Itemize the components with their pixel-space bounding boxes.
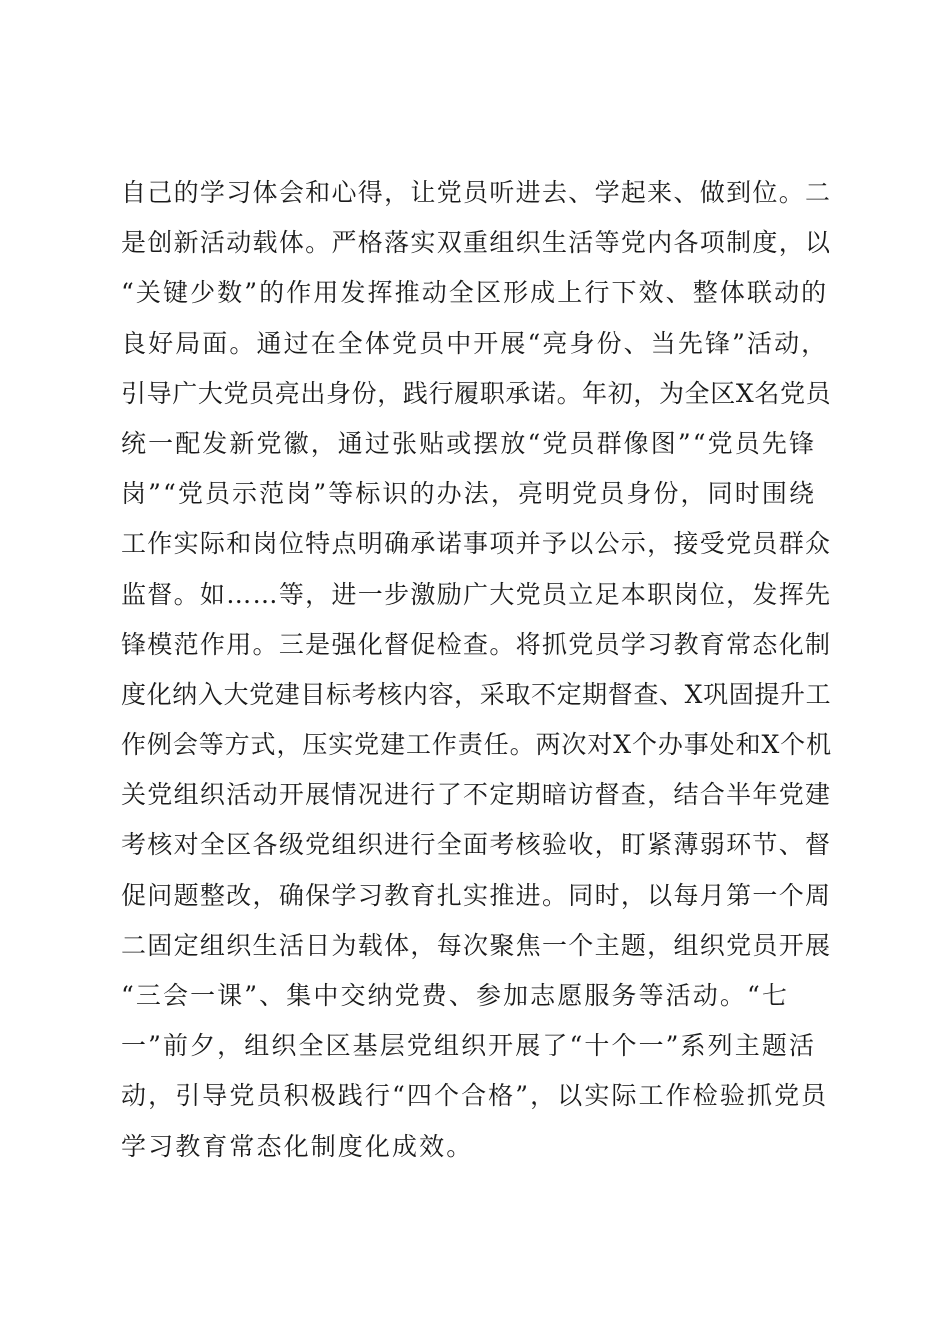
paragraph-line: 统一配发新党徽，通过张贴或摆放“党员群像图”“党员先锋 [121,428,817,458]
paragraph-line: “关键少数”的作用发挥推动全区形成上行下效、整体联动的 [121,278,829,308]
paragraph-line: 引导广大党员亮出身份，践行履职承诺。年初，为全区X名党员 [121,378,832,408]
paragraph-line: 监督。如……等，进一步激励广大党员立足本职岗位，发挥先 [121,579,832,609]
paragraph-line: 是创新活动载体。严格落实双重组织生活等党内各项制度，以 [121,228,832,258]
body-paragraph [121,168,833,1172]
paragraph-line: 工作实际和岗位特点明确承诺事项并予以公示，接受党员群众 [121,529,832,559]
paragraph-line: “三会一课”、集中交纳党费、参加志愿服务等活动。“七 [121,981,789,1010]
paragraph-line: 锋模范作用。三是强化督促检查。将抓党员学习教育常态化制 [121,629,832,659]
paragraph-line: 度化纳入大党建目标考核内容，采取不定期督查、X巩固提升工 [121,679,832,709]
paragraph-line: 作例会等方式，压实党建工作责任。两次对X个办事处和X个机 [121,730,832,760]
paragraph-line: 自己的学习体会和心得，让党员听进去、学起来、做到位。二 [121,178,832,207]
paragraph-line: 学习教育常态化制度化成效。 [121,1131,474,1161]
paragraph-line: 良好局面。通过在全体党员中开展“亮身份、当先锋”活动， [121,328,829,358]
paragraph-line: 关党组织活动开展情况进行了不定期暗访督查，结合半年党建 [121,780,832,810]
paragraph-line: 二固定组织生活日为载体，每次聚焦一个主题，组织党员开展 [121,930,832,960]
paragraph-line: 促问题整改，确保学习教育扎实推进。同时，以每月第一个周 [121,880,832,910]
paragraph-line: 一”前夕，组织全区基层党组织开展了“十个一”系列主题活 [121,1031,817,1061]
paragraph-line: 动，引导党员积极践行“四个合格”，以实际工作检验抓党员 [121,1081,829,1111]
paragraph-line: 岗”“党员示范岗”等标识的办法，亮明党员身份，同时围绕 [121,479,817,509]
paragraph-line: 考核对全区各级党组织进行全面考核验收，盯紧薄弱环节、督 [121,830,832,860]
